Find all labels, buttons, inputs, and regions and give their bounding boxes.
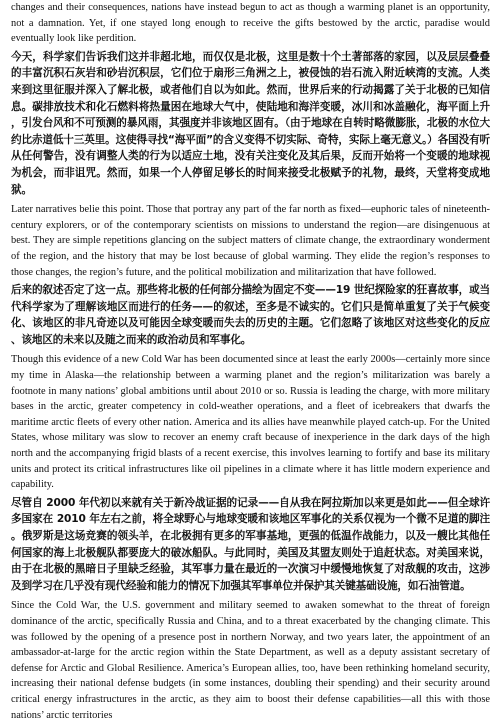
chinese-paragraph-2: 后来的叙述否定了这一点。那些将北极的任何部分描绘为固定不变——19 世纪探险家的狂喜故事，或当代科学家为了理解该地区而进行的任务——的叙述，至多是不诚实的。它们只是简单重复了关于气候变化、该地区的非凡奇迹以及可能因全球变暖而失去的历史的主题。它们忽略了该地区对这些变化的反应、该地区的未来以及随之而来的政治动员和军事化。 [11, 284, 490, 346]
english-paragraph-2: Later narratives belie this point. Those that portray any part of the far north as fixed—euphoric tales of nineteenth-century explorers, or of the contemporary scientists on missions to understand the region—are disingenuous at best. They are simple repetitions glancing on the subject matters of climate change, the extraordinary wonderment of the region, and the history that may be lost because of global warming. They elide the region’s responses to those changes, the region’s future, and the political mobilization and militarization that have followed. [11, 204, 490, 278]
english-paragraph-3: Though this evidence of a new Cold War has been documented since at least the early 2000s—certainly more since my time in Alaska—the relationship between a warming planet and the region’s militarization was barely a footnote in many nations’ global ambitions until about 2010 or so. Russia is leading the charge, with more military bases in the arctic, greater competency in cold-weather operations, and a fleet of icebreakers that dwarfs the maritime arctic fleets of every other nation. America and its allies have meanwhile played catch-up. For the United States, whose military was slow to recover an enemy craft because of inexperience in the dark days of the high north and the accompanying frigid blasts of a recent exercise, this involves learning to fortify and base its military units and protect its critical infrastructures like oil pipelines in a climate where it has little modern experience and capability. [11, 354, 490, 491]
english-paragraph-1: changes and their consequences, nations have instead begun to act as though a warming planet is an opportunity, not a damnation. Yet, if one stayed long enough to receive the gifts bestowed by the arctic, paradise would eventually look like perdition. [11, 2, 490, 45]
chinese-paragraph-3: 尽管自 2000 年代初以来就有关于新冷战证据的记录——自从我在阿拉斯加以来更是如此——但全球许多国家在 2010 年左右之前，将全球野心与地球变暖和该地区军事化的关系仅视为一个微不足道的脚注。俄罗斯是这场竞赛的领头羊，在北极拥有更多的军事基地，更强的低温作战能力，以及一艘比其他任何国家的海上北极舰队都要庞大的破冰船队。与此同时，美国及其盟友则处于追赶状态。对美国来说，由于在北极的黑暗日子里缺乏经验，其军事力量在最近的一次演习中缓慢地恢复了对敌舰的攻击，这涉及到学习在几乎没有现代经验和能力的情况下加强其军事单位并保护其关键基础设施，如石油管道。 [11, 496, 490, 592]
chinese-paragraph-1: 今天，科学家们告诉我们这并非超北地，而仅仅是北极，这里是数十个土著部落的家园，以及层层叠叠的丰富沉积石灰岩和砂岩沉积层，它们位于扇形三角洲之上，被侵蚀的岩石流入附近峡湾的支流。人类来到这里征服并深入了解北极，或者他们自以为如此。然而，世界后来的行动揭露了关于北极的已知信息。碳排放技术和化石燃料将热量困在地球大气中，使陆地和海洋变暖，冰川和冰盖融化，海平面上升，引发台风和不可预测的暴风雨，其强度并非该地区固有。（由于地球在自转时略微膨胀，北极的水位大约比赤道低十三英里。这使得寻找“海平面”的含义变得不切实际、奇特，实际上毫无意义。）各国没有听从任何警告，没有调整人类的行为以适应土地，没有关注变化及其后果，反而开始将一个变暖的地球视为机会，而非诅咒。然而，如果一个人停留足够长的时间来接受北极赋予的礼物，最终，天堂将变成地狱。 [11, 50, 490, 196]
document-page [11, 0, 490, 721]
english-paragraph-4: Since the Cold War, the U.S. government and military seemed to awaken somewhat to the threat of foreign dominance of the arctic, specifically Russia and China, and to a threat exacerbated by the changing climate. This was followed by the opening of a presence post in northern Norway, and two years later, the appointment of an ambassador-at-large for the arctic region within the State Department, as well as a deputy assistant secretary of defense for Arctic and Global Resilience. America’s European allies, too, have been rethinking homeland security, increasing their national defense budgets (in some instances, doubling their spending) and their security around critical energy infrastructures in the arctic, as they aim to boost their defense capabilities—all this with those nations’ arctic territories [11, 600, 490, 721]
